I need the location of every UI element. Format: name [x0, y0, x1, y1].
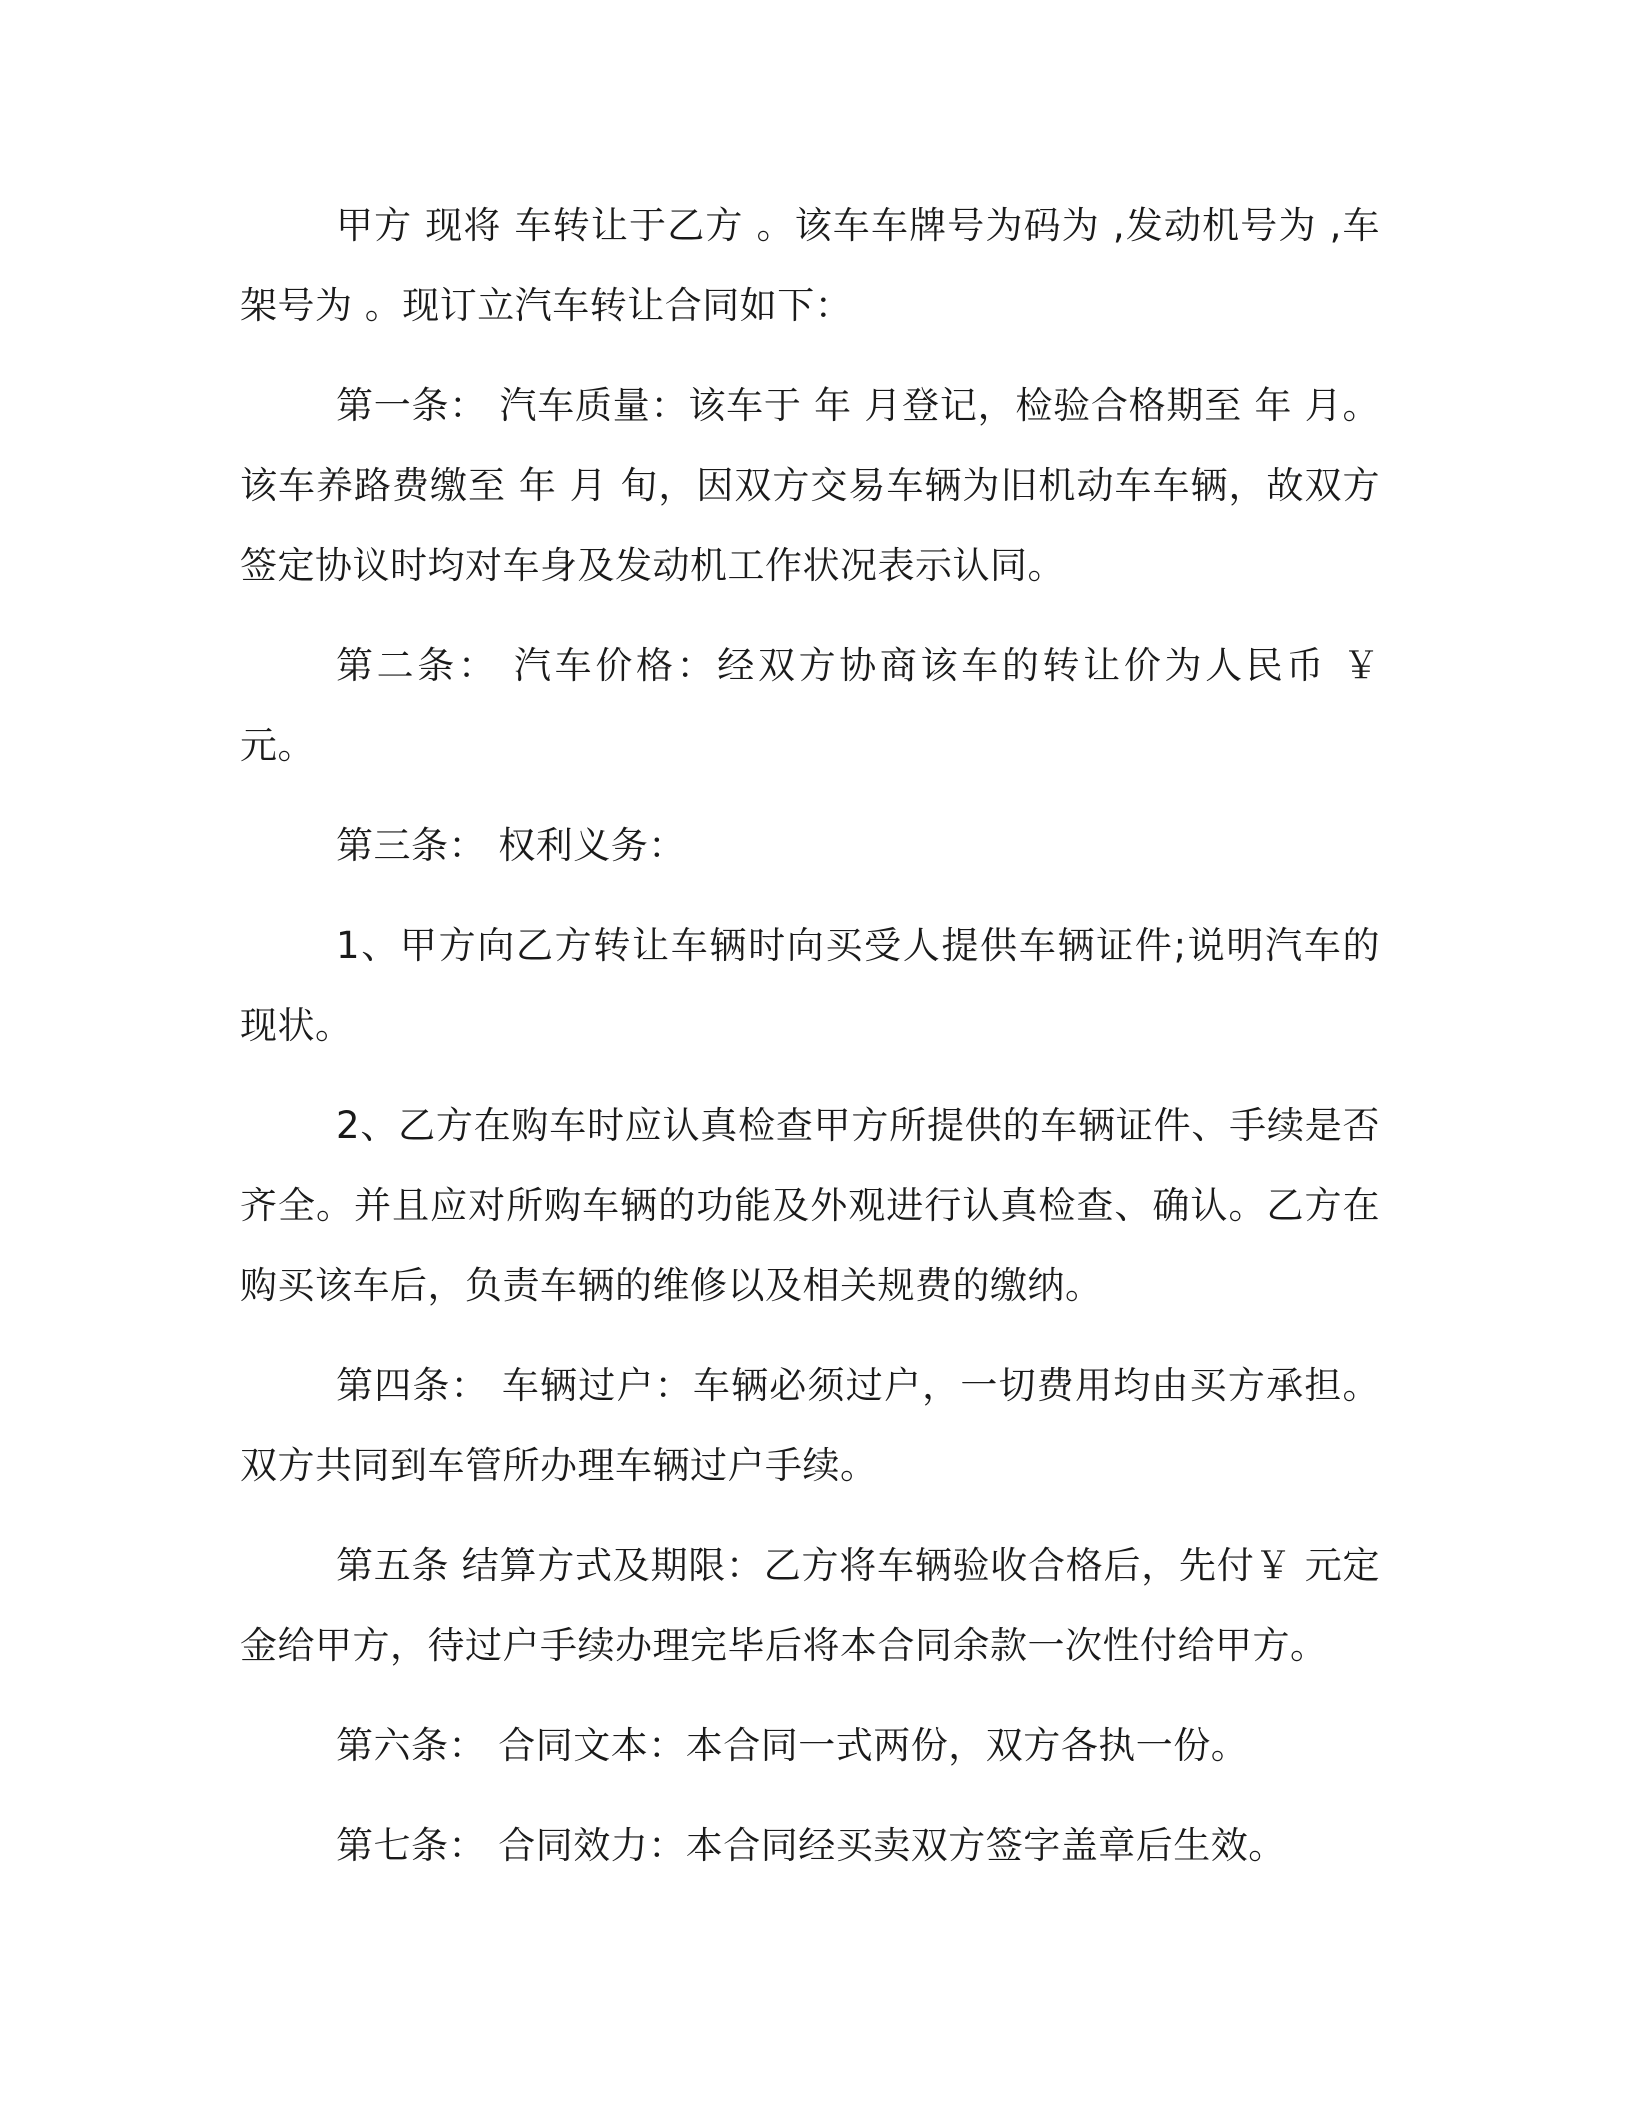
paragraph-intro: 甲方 现将 车转让于乙方 。该车车牌号为码为 ,发动机号为 ,车架号为 。现订立汽车转让合同如下：	[240, 204, 1380, 327]
paragraph-article-3-item-2: 2、乙方在购车时应认真检查甲方所提供的车辆证件、手续是否齐全。并且应对所购车辆的功能及外观进行认真检查、确认。乙方在购买该车后，负责车辆的维修以及相关规费的缴纳。	[240, 1104, 1380, 1307]
paragraph-article-2: 第二条： 汽车价格：经双方协商该车的转让价为人民币 ￥ 元。	[240, 644, 1380, 767]
paragraph-article-4: 第四条： 车辆过户：车辆必须过户，一切费用均由买方承担。双方共同到车管所办理车辆过户手续。	[240, 1364, 1380, 1487]
paragraph-article-7: 第七条： 合同效力：本合同经买卖双方签字盖章后生效。	[336, 1824, 1286, 1867]
paragraph-article-3: 第三条： 权利义务：	[336, 824, 686, 867]
paragraph-article-5: 第五条 结算方式及期限：乙方将车辆验收合格后，先付￥ 元定金给甲方，待过户手续办理完毕后将本合同余款一次性付给甲方。	[240, 1544, 1380, 1667]
paragraph-article-1: 第一条： 汽车质量：该车于 年 月登记，检验合格期至 年 月。该车养路费缴至 年 月 旬，因双方交易车辆为旧机动车车辆，故双方签定协议时均对车身及发动机工作状况表示认同。	[240, 384, 1380, 587]
paragraph-article-3-item-1: 1、甲方向乙方转让车辆时向买受人提供车辆证件;说明汽车的现状。	[240, 924, 1380, 1047]
contract-body	[240, 186, 1380, 1906]
paragraph-article-6: 第六条： 合同文本：本合同一式两份，双方各执一份。	[336, 1724, 1249, 1767]
